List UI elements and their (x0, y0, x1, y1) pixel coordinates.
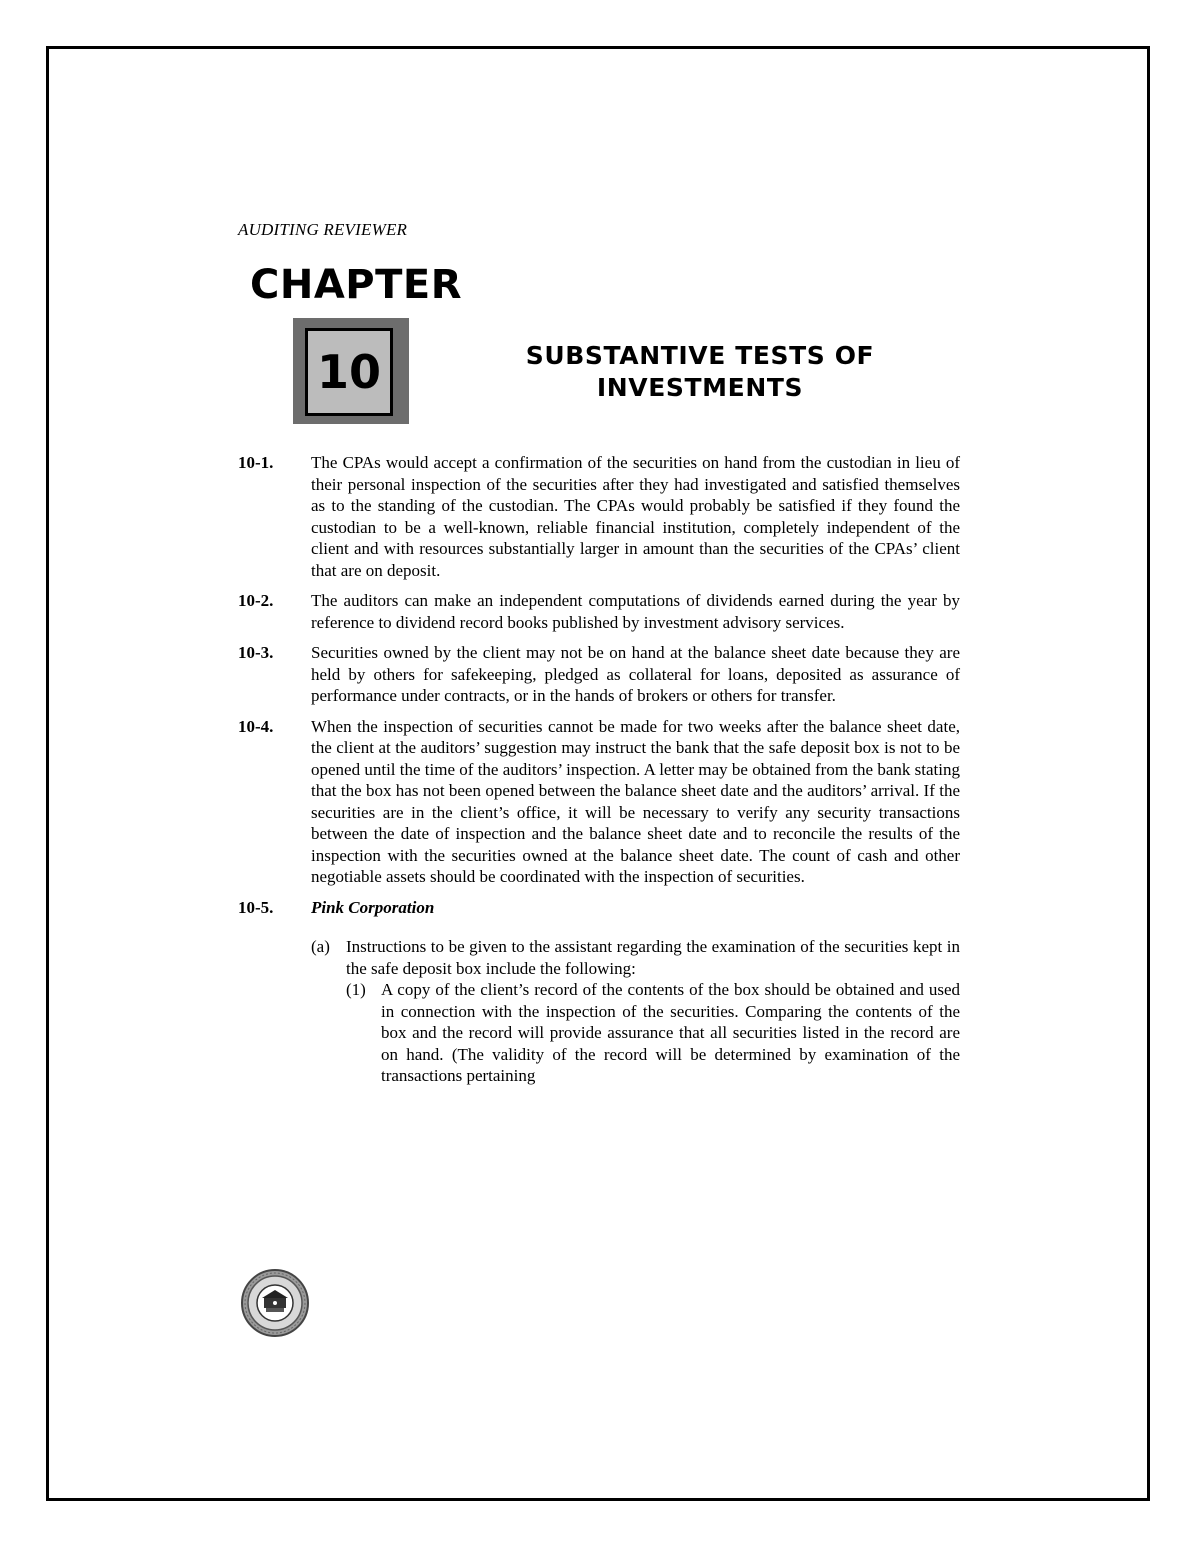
item-number: 10-1. (238, 453, 274, 472)
chapter-number-box (293, 318, 409, 424)
sub-item-a-1 (346, 979, 960, 1087)
document-body (238, 452, 960, 1087)
running-header: AUDITING REVIEWER (238, 220, 408, 239)
sub-item-label: (1) (346, 980, 366, 999)
chapter-label: CHAPTER (250, 262, 463, 308)
item-number: 10-2. (238, 591, 274, 610)
item-text: The CPAs would accept a confirmation of the securities on hand from the custodian in lieu of their personal inspection of the securities after they had investigated and satisfied themselves as to the standing of the custodian. The CPAs would probably be satisfied if they found the custodian to be a well-known, reliable financial institution, completely independent of the client and with resources substantially larger in amount than the securities of the CPAs’ client that are on deposit. (311, 453, 960, 580)
item-text: The auditors can make an independent computations of dividends earned during the year by reference to dividend record books published by investment advisory services. (311, 591, 960, 632)
item-title: Pink Corporation (311, 897, 435, 917)
chapter-title-line-1: SUBSTANTIVE TESTS OF (525, 341, 875, 370)
item-10-1 (238, 452, 960, 581)
item-number: 10-5. (238, 897, 274, 917)
sub-item-text: Instructions to be given to the assistant regarding the examination of the securities kept in the safe deposit box include the following: (346, 937, 960, 978)
chapter-title (470, 340, 930, 404)
item-text: When the inspection of securities cannot be made for two weeks after the balance sheet date, the client at the auditors’ suggestion may instruct the bank that the safe deposit box is not to be opened until the time of the auditors’ inspection. A letter may be obtained from the bank stating that the box has not been opened between the balance sheet date and the auditors’ arrival. If the securities are in the client’s office, it will be necessary to verify any security transactions between the date of inspection and the balance sheet date and to reconcile the results of the inspection with the securities owned at the balance sheet date. The count of cash and other negotiable assets should be coordinated with the inspection of securities. (311, 716, 960, 886)
item-number: 10-3. (238, 643, 274, 662)
university-seal-icon (240, 1268, 310, 1338)
chapter-number-inner (305, 328, 393, 416)
chapter-title-line-2: INVESTMENTS (596, 373, 804, 402)
item-10-3 (238, 642, 960, 707)
item-10-5 (238, 897, 960, 919)
item-heading (311, 897, 960, 919)
item-10-2 (238, 590, 960, 633)
sub-item-text: A copy of the client’s record of the contents of the box should be obtained and used in connection with the inspection of the securities. Comparing the contents of the box and the record will provide assurance that all securities listed in the record are on hand. (The validity of the record will be determined by examination of the transactions pertaining (381, 980, 960, 1085)
item-10-4 (238, 716, 960, 888)
sub-item-a (311, 936, 960, 979)
chapter-number: 10 (316, 345, 381, 399)
item-number: 10-4. (238, 716, 274, 736)
item-text: Securities owned by the client may not be on hand at the balance sheet date because they are held by others for safekeeping, pledged as collateral for loans, deposited as assurance of performance under contracts, or in the hands of brokers or others for transfer. (311, 643, 960, 705)
sub-item-label: (a) (311, 937, 330, 956)
